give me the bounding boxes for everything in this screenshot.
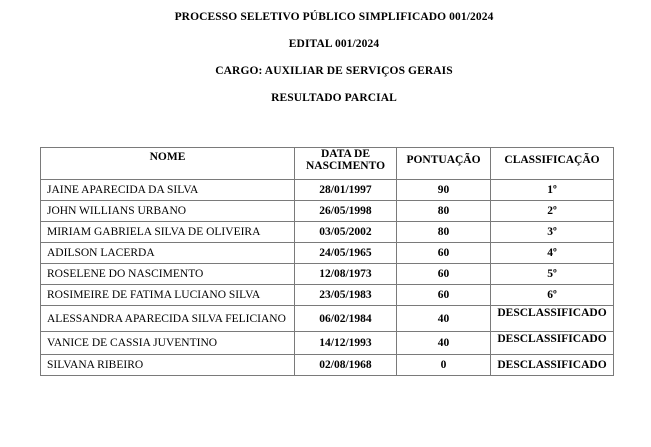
cell-data-nascimento: 12/08/1973 bbox=[295, 264, 397, 285]
column-header-classificacao: CLASSIFICAÇÃO bbox=[491, 148, 614, 180]
column-header-nome: NOME bbox=[41, 148, 295, 180]
cell-pontuacao: 60 bbox=[397, 264, 491, 285]
cell-classificacao: 2º bbox=[491, 201, 614, 222]
cell-classificacao: DESCLASSIFICADO bbox=[491, 332, 614, 355]
cell-data-nascimento: 02/08/1968 bbox=[295, 355, 397, 376]
results-table bbox=[40, 147, 614, 376]
column-header-pontuacao: PONTUAÇÃO bbox=[397, 148, 491, 180]
table-row bbox=[41, 222, 614, 243]
table-row bbox=[41, 243, 614, 264]
cell-pontuacao: 40 bbox=[397, 332, 491, 355]
cell-classificacao: 4º bbox=[491, 243, 614, 264]
cell-data-nascimento: 06/02/1984 bbox=[295, 306, 397, 332]
cell-nome: ALESSANDRA APARECIDA SILVA FELICIANO bbox=[41, 306, 295, 332]
cell-nome: VANICE DE CASSIA JUVENTINO bbox=[41, 332, 295, 355]
table-row bbox=[41, 180, 614, 201]
cell-pontuacao: 60 bbox=[397, 243, 491, 264]
cell-data-nascimento: 14/12/1993 bbox=[295, 332, 397, 355]
cell-data-nascimento: 03/05/2002 bbox=[295, 222, 397, 243]
cell-nome: ROSELENE DO NASCIMENTO bbox=[41, 264, 295, 285]
cell-classificacao: 5º bbox=[491, 264, 614, 285]
table-row bbox=[41, 306, 614, 332]
cell-nome: ROSIMEIRE DE FATIMA LUCIANO SILVA bbox=[41, 285, 295, 306]
table-row bbox=[41, 264, 614, 285]
cell-nome: JOHN WILLIANS URBANO bbox=[41, 201, 295, 222]
cell-data-nascimento: 28/01/1997 bbox=[295, 180, 397, 201]
cell-classificacao: 3º bbox=[491, 222, 614, 243]
job-position: CARGO: AUXILIAR DE SERVIÇOS GERAIS bbox=[215, 65, 453, 77]
table-row bbox=[41, 285, 614, 306]
edital-number: EDITAL 001/2024 bbox=[288, 38, 380, 50]
table-row bbox=[41, 201, 614, 222]
cell-pontuacao: 80 bbox=[397, 201, 491, 222]
cell-nome: MIRIAM GABRIELA SILVA DE OLIVEIRA bbox=[41, 222, 295, 243]
table-row bbox=[41, 355, 614, 376]
cell-classificacao: DESCLASSIFICADO bbox=[491, 355, 614, 376]
cell-pontuacao: 40 bbox=[397, 306, 491, 332]
cell-data-nascimento: 24/05/1965 bbox=[295, 243, 397, 264]
table-row bbox=[41, 332, 614, 355]
cell-pontuacao: 90 bbox=[397, 180, 491, 201]
cell-nome: SILVANA RIBEIRO bbox=[41, 355, 295, 376]
cell-classificacao: 6º bbox=[491, 285, 614, 306]
cell-data-nascimento: 23/05/1983 bbox=[295, 285, 397, 306]
cell-classificacao: 1º bbox=[491, 180, 614, 201]
cell-nome: JAINE APARECIDA DA SILVA bbox=[41, 180, 295, 201]
cell-pontuacao: 60 bbox=[397, 285, 491, 306]
cell-nome: ADILSON LACERDA bbox=[41, 243, 295, 264]
table-header-row bbox=[41, 148, 614, 180]
cell-classificacao: DESCLASSIFICADO bbox=[491, 306, 614, 332]
column-header-data-nascimento: DATA DE NASCIMENTO bbox=[295, 148, 397, 180]
cell-pontuacao: 0 bbox=[397, 355, 491, 376]
cell-pontuacao: 80 bbox=[397, 222, 491, 243]
result-status: RESULTADO PARCIAL bbox=[271, 92, 397, 104]
cell-data-nascimento: 26/05/1998 bbox=[295, 201, 397, 222]
process-title: PROCESSO SELETIVO PÚBLICO SIMPLIFICADO 001/2024 bbox=[174, 11, 494, 23]
